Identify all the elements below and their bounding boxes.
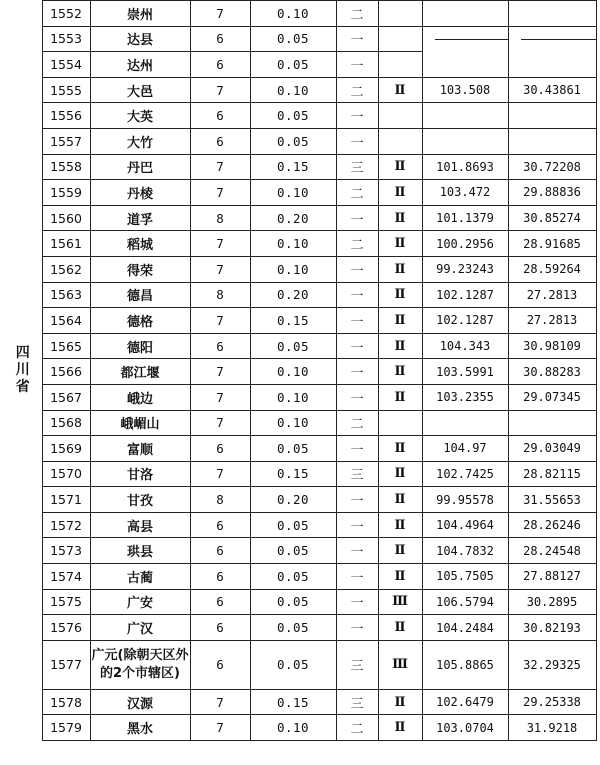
row-longitude: 103.508 — [422, 77, 508, 103]
row-id: 1575 — [42, 589, 90, 615]
row-latitude: 29.88836 — [508, 180, 596, 206]
row-county: 崇州 — [90, 1, 190, 27]
row-county: 达州 — [90, 52, 190, 78]
row-id: 1566 — [42, 359, 90, 385]
row-longitude — [422, 103, 508, 129]
table-row — [4, 231, 596, 257]
row-id: 1554 — [42, 52, 90, 78]
row-site-class: Ⅱ — [378, 538, 422, 564]
row-intensity: 7 — [190, 689, 250, 715]
row-county: 珙县 — [90, 538, 190, 564]
table-row — [4, 77, 596, 103]
row-acceleration: 0.20 — [250, 282, 336, 308]
table-row — [4, 308, 596, 334]
table-row — [4, 512, 596, 538]
row-intensity: 6 — [190, 333, 250, 359]
province-cell — [4, 1, 42, 741]
row-longitude: 104.2484 — [422, 615, 508, 641]
row-county: 丹巴 — [90, 154, 190, 180]
row-longitude — [422, 52, 508, 78]
row-site-class: Ⅱ — [378, 359, 422, 385]
row-site-class: Ⅱ — [378, 256, 422, 282]
row-id: 1578 — [42, 689, 90, 715]
row-id: 1560 — [42, 205, 90, 231]
row-longitude: 105.8865 — [422, 640, 508, 689]
row-intensity: 8 — [190, 487, 250, 513]
row-acceleration: 0.05 — [250, 589, 336, 615]
row-longitude: 102.1287 — [422, 308, 508, 334]
row-design-group: 二 — [336, 231, 378, 257]
row-id: 1556 — [42, 103, 90, 129]
table-row — [4, 564, 596, 590]
row-longitude: 103.2355 — [422, 384, 508, 410]
row-intensity: 7 — [190, 180, 250, 206]
row-county: 都江堰 — [90, 359, 190, 385]
row-site-class: Ⅱ — [378, 461, 422, 487]
row-intensity: 7 — [190, 359, 250, 385]
table-row — [4, 589, 596, 615]
table-row — [4, 538, 596, 564]
row-longitude — [422, 26, 508, 52]
row-acceleration: 0.05 — [250, 103, 336, 129]
row-site-class: Ⅱ — [378, 689, 422, 715]
row-design-group: 一 — [336, 384, 378, 410]
row-acceleration: 0.15 — [250, 308, 336, 334]
row-acceleration: 0.05 — [250, 640, 336, 689]
row-longitude: 99.95578 — [422, 487, 508, 513]
row-county: 广安 — [90, 589, 190, 615]
row-acceleration: 0.05 — [250, 538, 336, 564]
row-id: 1571 — [42, 487, 90, 513]
table-row — [4, 103, 596, 129]
row-id: 1563 — [42, 282, 90, 308]
row-acceleration: 0.05 — [250, 564, 336, 590]
row-acceleration: 0.15 — [250, 689, 336, 715]
row-intensity: 6 — [190, 564, 250, 590]
row-design-group: 一 — [336, 615, 378, 641]
row-design-group: 二 — [336, 77, 378, 103]
row-intensity: 6 — [190, 589, 250, 615]
row-site-class: Ⅱ — [378, 715, 422, 741]
row-latitude: 29.25338 — [508, 689, 596, 715]
row-longitude: 104.7832 — [422, 538, 508, 564]
row-intensity: 6 — [190, 512, 250, 538]
row-design-group: 一 — [336, 487, 378, 513]
row-id: 1555 — [42, 77, 90, 103]
row-longitude: 100.2956 — [422, 231, 508, 257]
row-longitude — [422, 128, 508, 154]
row-latitude: 31.9218 — [508, 715, 596, 741]
row-site-class — [378, 1, 422, 27]
row-acceleration: 0.20 — [250, 487, 336, 513]
row-latitude: 30.82193 — [508, 615, 596, 641]
row-longitude: 101.1379 — [422, 205, 508, 231]
row-latitude: 30.43861 — [508, 77, 596, 103]
row-acceleration: 0.10 — [250, 410, 336, 436]
row-id: 1562 — [42, 256, 90, 282]
row-site-class: Ⅱ — [378, 231, 422, 257]
table-row — [4, 436, 596, 462]
row-design-group: 二 — [336, 180, 378, 206]
row-county: 甘洛 — [90, 461, 190, 487]
row-county: 德阳 — [90, 333, 190, 359]
row-intensity: 7 — [190, 231, 250, 257]
row-id: 1565 — [42, 333, 90, 359]
row-intensity: 7 — [190, 154, 250, 180]
row-intensity: 8 — [190, 205, 250, 231]
row-id: 1559 — [42, 180, 90, 206]
table-row — [4, 640, 596, 689]
row-county: 得荣 — [90, 256, 190, 282]
row-site-class — [378, 128, 422, 154]
row-county: 大英 — [90, 103, 190, 129]
row-design-group: 三 — [336, 461, 378, 487]
row-acceleration: 0.15 — [250, 154, 336, 180]
row-county: 德格 — [90, 308, 190, 334]
row-site-class: Ⅱ — [378, 615, 422, 641]
row-site-class: Ⅱ — [378, 205, 422, 231]
row-acceleration: 0.10 — [250, 256, 336, 282]
table-row — [4, 715, 596, 741]
row-longitude: 103.472 — [422, 180, 508, 206]
row-intensity: 6 — [190, 52, 250, 78]
row-latitude: 27.2813 — [508, 282, 596, 308]
table-row — [4, 128, 596, 154]
row-acceleration: 0.05 — [250, 512, 336, 538]
row-id: 1553 — [42, 26, 90, 52]
province-label: 四川省 — [15, 345, 30, 396]
row-longitude: 102.7425 — [422, 461, 508, 487]
row-county: 稻城 — [90, 231, 190, 257]
row-intensity: 6 — [190, 128, 250, 154]
empty-value-rule — [521, 39, 596, 40]
row-latitude: 30.72208 — [508, 154, 596, 180]
row-site-class: Ⅱ — [378, 512, 422, 538]
row-id: 1567 — [42, 384, 90, 410]
row-longitude: 104.97 — [422, 436, 508, 462]
row-longitude: 103.5991 — [422, 359, 508, 385]
row-design-group: 三 — [336, 154, 378, 180]
row-id: 1561 — [42, 231, 90, 257]
row-site-class: Ⅱ — [378, 564, 422, 590]
table-row — [4, 384, 596, 410]
seismic-parameter-table — [4, 0, 597, 741]
row-design-group: 三 — [336, 640, 378, 689]
table-row — [4, 205, 596, 231]
row-county: 峨嵋山 — [90, 410, 190, 436]
row-latitude: 29.07345 — [508, 384, 596, 410]
row-intensity: 6 — [190, 640, 250, 689]
row-intensity: 7 — [190, 715, 250, 741]
row-acceleration: 0.20 — [250, 205, 336, 231]
table-row — [4, 615, 596, 641]
row-id: 1577 — [42, 640, 90, 689]
table-row — [4, 26, 596, 52]
table-row — [4, 487, 596, 513]
row-site-class: Ⅱ — [378, 436, 422, 462]
row-intensity: 7 — [190, 308, 250, 334]
row-acceleration: 0.10 — [250, 180, 336, 206]
row-intensity: 7 — [190, 384, 250, 410]
table-row — [4, 52, 596, 78]
row-site-class: Ⅱ — [378, 308, 422, 334]
row-intensity: 6 — [190, 538, 250, 564]
row-design-group: 一 — [336, 589, 378, 615]
row-acceleration: 0.10 — [250, 359, 336, 385]
row-acceleration: 0.05 — [250, 333, 336, 359]
row-latitude: 29.03049 — [508, 436, 596, 462]
row-longitude: 104.4964 — [422, 512, 508, 538]
row-county: 富顺 — [90, 436, 190, 462]
row-intensity: 8 — [190, 282, 250, 308]
row-latitude — [508, 26, 596, 52]
row-county: 甘孜 — [90, 487, 190, 513]
row-design-group: 二 — [336, 1, 378, 27]
table-row — [4, 333, 596, 359]
row-latitude: 32.29325 — [508, 640, 596, 689]
row-acceleration: 0.10 — [250, 715, 336, 741]
row-longitude: 102.1287 — [422, 282, 508, 308]
row-county: 峨边 — [90, 384, 190, 410]
row-site-class — [378, 410, 422, 436]
row-site-class — [378, 26, 422, 52]
row-acceleration: 0.10 — [250, 384, 336, 410]
table-row — [4, 410, 596, 436]
table-row — [4, 282, 596, 308]
row-latitude: 27.88127 — [508, 564, 596, 590]
row-acceleration: 0.10 — [250, 1, 336, 27]
row-intensity: 6 — [190, 103, 250, 129]
row-latitude: 27.2813 — [508, 308, 596, 334]
row-intensity: 6 — [190, 26, 250, 52]
row-site-class: Ⅱ — [378, 154, 422, 180]
row-site-class: Ⅱ — [378, 180, 422, 206]
row-intensity: 7 — [190, 256, 250, 282]
row-longitude: 99.23243 — [422, 256, 508, 282]
row-design-group: 一 — [336, 512, 378, 538]
row-site-class: Ⅱ — [378, 487, 422, 513]
row-design-group: 一 — [336, 128, 378, 154]
row-acceleration: 0.05 — [250, 26, 336, 52]
row-id: 1557 — [42, 128, 90, 154]
row-longitude: 104.343 — [422, 333, 508, 359]
row-intensity: 6 — [190, 615, 250, 641]
row-id: 1568 — [42, 410, 90, 436]
row-latitude: 28.82115 — [508, 461, 596, 487]
row-id: 1576 — [42, 615, 90, 641]
row-longitude — [422, 1, 508, 27]
row-intensity: 7 — [190, 461, 250, 487]
row-latitude: 28.59264 — [508, 256, 596, 282]
row-latitude — [508, 103, 596, 129]
row-latitude — [508, 410, 596, 436]
row-site-class — [378, 103, 422, 129]
row-county: 德昌 — [90, 282, 190, 308]
table-body — [4, 1, 596, 741]
table-row — [4, 154, 596, 180]
row-id: 1574 — [42, 564, 90, 590]
row-design-group: 一 — [336, 538, 378, 564]
row-intensity: 7 — [190, 1, 250, 27]
row-county: 高县 — [90, 512, 190, 538]
row-acceleration: 0.10 — [250, 231, 336, 257]
table-row — [4, 461, 596, 487]
row-acceleration: 0.05 — [250, 128, 336, 154]
row-design-group: 二 — [336, 715, 378, 741]
row-site-class: Ⅱ — [378, 282, 422, 308]
row-longitude: 102.6479 — [422, 689, 508, 715]
row-design-group: 一 — [336, 26, 378, 52]
row-acceleration: 0.05 — [250, 436, 336, 462]
row-acceleration: 0.05 — [250, 615, 336, 641]
row-design-group: 一 — [336, 103, 378, 129]
row-longitude — [422, 410, 508, 436]
row-id: 1572 — [42, 512, 90, 538]
row-county: 黑水 — [90, 715, 190, 741]
row-design-group: 一 — [336, 308, 378, 334]
row-latitude — [508, 1, 596, 27]
row-latitude: 30.88283 — [508, 359, 596, 385]
row-site-class: Ⅱ — [378, 77, 422, 103]
row-county: 大竹 — [90, 128, 190, 154]
table-row — [4, 256, 596, 282]
row-latitude — [508, 52, 596, 78]
row-id: 1569 — [42, 436, 90, 462]
row-design-group: 一 — [336, 359, 378, 385]
row-latitude — [508, 128, 596, 154]
row-design-group: 一 — [336, 564, 378, 590]
table-row — [4, 180, 596, 206]
row-longitude: 101.8693 — [422, 154, 508, 180]
row-id: 1558 — [42, 154, 90, 180]
row-intensity: 6 — [190, 436, 250, 462]
row-site-class: Ⅲ — [378, 589, 422, 615]
row-site-class: Ⅱ — [378, 333, 422, 359]
empty-value-rule — [435, 39, 508, 40]
row-latitude: 28.26246 — [508, 512, 596, 538]
row-id: 1552 — [42, 1, 90, 27]
row-county: 古蔺 — [90, 564, 190, 590]
row-latitude: 30.85274 — [508, 205, 596, 231]
row-id: 1573 — [42, 538, 90, 564]
row-design-group: 三 — [336, 689, 378, 715]
row-latitude: 31.55653 — [508, 487, 596, 513]
row-latitude: 28.91685 — [508, 231, 596, 257]
row-id: 1570 — [42, 461, 90, 487]
table-row — [4, 359, 596, 385]
row-design-group: 一 — [336, 282, 378, 308]
table-row — [4, 689, 596, 715]
row-county: 大邑 — [90, 77, 190, 103]
row-acceleration: 0.15 — [250, 461, 336, 487]
row-design-group: 二 — [336, 410, 378, 436]
row-intensity: 7 — [190, 410, 250, 436]
row-design-group: 一 — [336, 205, 378, 231]
row-longitude: 105.7505 — [422, 564, 508, 590]
row-county: 丹棱 — [90, 180, 190, 206]
row-design-group: 一 — [336, 436, 378, 462]
row-id: 1579 — [42, 715, 90, 741]
table-row — [4, 1, 596, 27]
row-county: 广元(除朝天区外 的2个市辖区) — [90, 640, 190, 689]
row-intensity: 7 — [190, 77, 250, 103]
row-site-class: Ⅲ — [378, 640, 422, 689]
row-latitude: 30.2895 — [508, 589, 596, 615]
row-longitude: 103.0704 — [422, 715, 508, 741]
row-design-group: 一 — [336, 52, 378, 78]
row-site-class: Ⅱ — [378, 384, 422, 410]
row-acceleration: 0.05 — [250, 52, 336, 78]
row-county: 汉源 — [90, 689, 190, 715]
row-longitude: 106.5794 — [422, 589, 508, 615]
row-design-group: 一 — [336, 256, 378, 282]
row-county: 道孚 — [90, 205, 190, 231]
row-site-class — [378, 52, 422, 78]
row-latitude: 30.98109 — [508, 333, 596, 359]
row-design-group: 一 — [336, 333, 378, 359]
row-county: 达县 — [90, 26, 190, 52]
row-latitude: 28.24548 — [508, 538, 596, 564]
row-county: 广汉 — [90, 615, 190, 641]
row-acceleration: 0.10 — [250, 77, 336, 103]
row-id: 1564 — [42, 308, 90, 334]
